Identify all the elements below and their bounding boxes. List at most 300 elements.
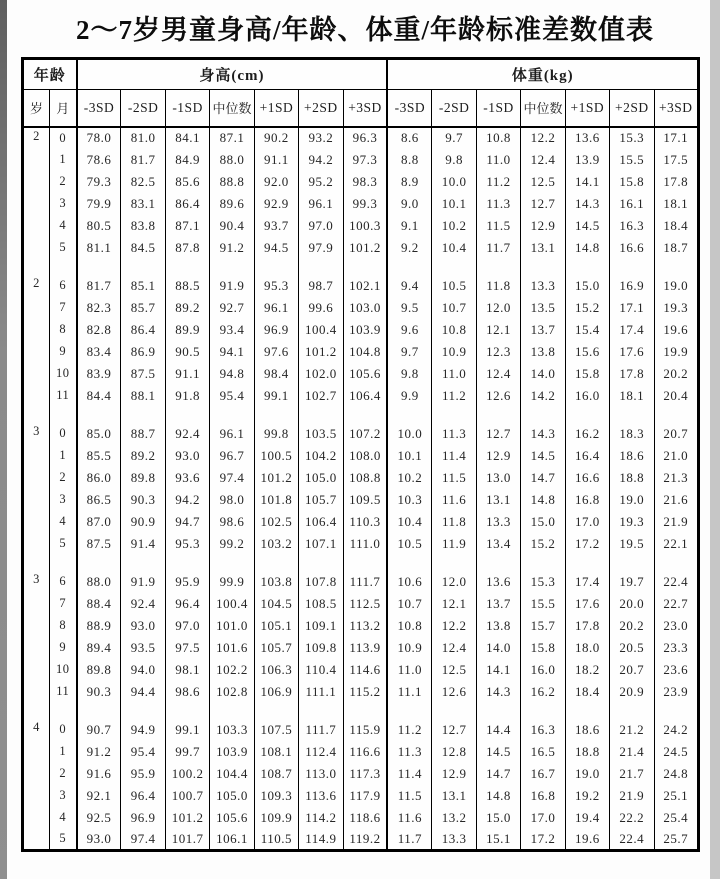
weight-value-cell: 21.9 xyxy=(610,785,654,807)
weight-value-cell: 10.1 xyxy=(432,193,476,215)
weight-value-cell: 10.0 xyxy=(387,423,431,445)
data-row xyxy=(23,763,699,785)
height-value-cell: 89.2 xyxy=(165,297,209,319)
height-value-cell: 98.7 xyxy=(299,275,343,297)
height-value-cell: 85.7 xyxy=(121,297,165,319)
data-row xyxy=(23,533,699,555)
height-value-cell: 98.6 xyxy=(165,681,209,703)
height-value-cell: 85.0 xyxy=(77,423,121,445)
data-row xyxy=(23,829,699,851)
height-value-cell-gap xyxy=(165,407,209,423)
height-value-cell: 91.1 xyxy=(165,363,209,385)
table-header-columns xyxy=(23,90,699,127)
weight-value-cell: 18.1 xyxy=(610,385,654,407)
month-cell: 3 xyxy=(50,785,77,807)
height-value-cell: 96.4 xyxy=(165,593,209,615)
height-value-cell: 84.9 xyxy=(165,149,209,171)
height-value-cell: 93.4 xyxy=(210,319,254,341)
weight-value-cell: 15.4 xyxy=(565,319,609,341)
height-value-cell: 86.0 xyxy=(77,467,121,489)
weight-value-cell: 12.1 xyxy=(476,319,520,341)
weight-value-cell: 17.5 xyxy=(654,149,699,171)
year-cell xyxy=(23,215,50,237)
height-value-cell: 85.6 xyxy=(165,171,209,193)
weight-value-cell: 12.7 xyxy=(432,719,476,741)
weight-value-cell: 14.5 xyxy=(476,741,520,763)
height-value-cell: 101.2 xyxy=(343,237,387,259)
weight-value-cell: 14.2 xyxy=(521,385,565,407)
height-value-cell: 114.6 xyxy=(343,659,387,681)
weight-value-cell: 13.8 xyxy=(521,341,565,363)
height-value-cell: 104.5 xyxy=(254,593,298,615)
weight-value-cell: 22.7 xyxy=(654,593,699,615)
month-cell: 9 xyxy=(50,637,77,659)
weight-value-cell: 16.3 xyxy=(521,719,565,741)
weight-value-cell: 11.3 xyxy=(476,193,520,215)
weight-value-cell: 21.9 xyxy=(654,511,699,533)
weight-value-cell: 10.9 xyxy=(432,341,476,363)
height-value-cell-gap xyxy=(77,703,121,719)
year-cell: 2 xyxy=(33,128,40,143)
weight-value-cell: 22.4 xyxy=(610,829,654,851)
height-value-cell: 118.6 xyxy=(343,807,387,829)
height-value-cell: 95.3 xyxy=(165,533,209,555)
year-cell xyxy=(23,659,50,681)
weight-value-cell: 8.6 xyxy=(387,127,431,149)
month-cell: 4 xyxy=(50,807,77,829)
weight-value-cell-gap xyxy=(565,703,609,719)
weight-value-cell: 13.2 xyxy=(432,807,476,829)
height-value-cell: 89.8 xyxy=(121,467,165,489)
data-row xyxy=(23,341,699,363)
weight-value-cell-gap xyxy=(387,259,431,275)
height-value-cell-gap xyxy=(77,407,121,423)
weight-sd-header-median: 中位数 xyxy=(521,90,565,127)
weight-value-cell: 16.6 xyxy=(565,467,609,489)
height-value-cell: 102.0 xyxy=(299,363,343,385)
weight-value-cell-gap xyxy=(610,407,654,423)
data-row xyxy=(23,571,699,593)
height-sd-header-0: -3SD xyxy=(77,90,121,127)
month-cell: 1 xyxy=(50,741,77,763)
height-value-cell: 97.0 xyxy=(299,215,343,237)
weight-value-cell: 20.9 xyxy=(610,681,654,703)
weight-value-cell-gap xyxy=(654,703,699,719)
weight-value-cell: 11.5 xyxy=(387,785,431,807)
height-value-cell: 107.1 xyxy=(299,533,343,555)
height-value-cell: 111.7 xyxy=(343,571,387,593)
year-cell xyxy=(23,511,50,533)
height-value-cell: 94.5 xyxy=(254,237,298,259)
data-row xyxy=(23,593,699,615)
height-value-cell-gap xyxy=(210,259,254,275)
weight-value-cell: 21.2 xyxy=(610,719,654,741)
height-value-cell: 97.4 xyxy=(210,467,254,489)
height-value-cell: 88.0 xyxy=(77,571,121,593)
height-value-cell: 113.6 xyxy=(299,785,343,807)
weight-value-cell: 11.3 xyxy=(387,741,431,763)
weight-value-cell: 12.5 xyxy=(521,171,565,193)
weight-value-cell: 20.2 xyxy=(654,363,699,385)
height-value-cell: 105.6 xyxy=(343,363,387,385)
weight-value-cell-gap xyxy=(654,555,699,571)
month-cell: 0 xyxy=(50,127,77,149)
weight-value-cell: 10.5 xyxy=(432,275,476,297)
weight-value-cell: 11.4 xyxy=(432,445,476,467)
month-cell: 7 xyxy=(50,593,77,615)
year-cell xyxy=(23,445,50,467)
weight-value-cell: 10.8 xyxy=(476,127,520,149)
height-value-cell: 100.4 xyxy=(299,319,343,341)
height-value-cell: 78.6 xyxy=(77,149,121,171)
weight-value-cell: 19.5 xyxy=(610,533,654,555)
weight-value-cell: 23.6 xyxy=(654,659,699,681)
month-cell: 3 xyxy=(50,489,77,511)
year-cell xyxy=(23,149,50,171)
weight-value-cell: 10.4 xyxy=(432,237,476,259)
weight-value-cell: 12.0 xyxy=(432,571,476,593)
weight-value-cell: 17.2 xyxy=(565,533,609,555)
weight-value-cell: 11.6 xyxy=(432,489,476,511)
height-value-cell-gap xyxy=(343,407,387,423)
height-value-cell: 103.9 xyxy=(343,319,387,341)
weight-value-cell-gap xyxy=(476,555,520,571)
height-value-cell: 99.8 xyxy=(254,423,298,445)
height-value-cell: 96.4 xyxy=(121,785,165,807)
weight-value-cell-gap xyxy=(432,703,476,719)
year-cell: 3 xyxy=(33,423,40,438)
height-value-cell: 105.0 xyxy=(299,467,343,489)
weight-sd-header-0: -3SD xyxy=(387,90,431,127)
weight-value-cell: 15.5 xyxy=(610,149,654,171)
height-value-cell: 102.7 xyxy=(299,385,343,407)
height-value-cell: 105.6 xyxy=(210,807,254,829)
month-cell: 11 xyxy=(50,385,77,407)
weight-value-cell: 10.8 xyxy=(432,319,476,341)
weight-value-cell-gap xyxy=(610,259,654,275)
height-value-cell-gap xyxy=(254,555,298,571)
height-value-cell-gap xyxy=(121,407,165,423)
weight-value-cell: 17.8 xyxy=(565,615,609,637)
height-value-cell: 91.8 xyxy=(165,385,209,407)
height-value-cell: 85.5 xyxy=(77,445,121,467)
year-cell xyxy=(23,319,50,341)
height-value-cell: 90.9 xyxy=(121,511,165,533)
height-value-cell: 99.3 xyxy=(343,193,387,215)
weight-value-cell: 12.4 xyxy=(521,149,565,171)
height-value-cell: 110.3 xyxy=(343,511,387,533)
weight-value-cell: 13.1 xyxy=(521,237,565,259)
height-value-cell: 93.7 xyxy=(254,215,298,237)
height-value-cell: 115.9 xyxy=(343,719,387,741)
weight-value-cell: 20.4 xyxy=(654,385,699,407)
weight-value-cell: 13.1 xyxy=(476,489,520,511)
month-cell: 2 xyxy=(50,171,77,193)
height-value-cell: 84.4 xyxy=(77,385,121,407)
height-value-cell: 96.9 xyxy=(121,807,165,829)
height-sd-header-1: -2SD xyxy=(121,90,165,127)
weight-value-cell: 12.7 xyxy=(476,423,520,445)
height-value-cell: 93.0 xyxy=(121,615,165,637)
weight-value-cell: 10.5 xyxy=(387,533,431,555)
weight-value-cell: 22.1 xyxy=(654,533,699,555)
data-row xyxy=(23,467,699,489)
weight-value-cell: 14.3 xyxy=(476,681,520,703)
height-value-cell: 95.9 xyxy=(165,571,209,593)
height-value-cell: 107.5 xyxy=(254,719,298,741)
weight-value-cell: 12.2 xyxy=(432,615,476,637)
height-value-cell: 92.4 xyxy=(121,593,165,615)
height-value-cell-gap xyxy=(254,407,298,423)
weight-value-cell-gap xyxy=(476,259,520,275)
weight-value-cell: 13.9 xyxy=(565,149,609,171)
data-row xyxy=(23,741,699,763)
table-header-sections xyxy=(23,59,699,90)
height-value-cell: 97.3 xyxy=(343,149,387,171)
height-value-cell: 92.1 xyxy=(77,785,121,807)
weight-value-cell: 17.6 xyxy=(610,341,654,363)
weight-value-cell: 19.6 xyxy=(654,319,699,341)
height-value-cell: 99.7 xyxy=(165,741,209,763)
weight-value-cell: 11.0 xyxy=(432,363,476,385)
weight-value-cell: 13.3 xyxy=(521,275,565,297)
data-row xyxy=(23,215,699,237)
weight-value-cell: 12.6 xyxy=(432,681,476,703)
year-cell xyxy=(23,489,50,511)
height-value-cell: 104.4 xyxy=(210,763,254,785)
weight-value-cell: 17.0 xyxy=(521,807,565,829)
weight-sd-header-6: +3SD xyxy=(654,90,699,127)
month-cell-gap xyxy=(50,407,77,423)
month-cell: 2 xyxy=(50,763,77,785)
height-value-cell-gap xyxy=(210,407,254,423)
weight-value-cell: 18.8 xyxy=(565,741,609,763)
height-value-cell: 101.2 xyxy=(165,807,209,829)
height-value-cell: 86.4 xyxy=(165,193,209,215)
data-row xyxy=(23,149,699,171)
height-value-cell: 97.6 xyxy=(254,341,298,363)
height-section-header: 身高(cm) xyxy=(77,59,388,90)
year-cell xyxy=(23,193,50,215)
height-value-cell-gap xyxy=(121,555,165,571)
weight-value-cell: 18.4 xyxy=(565,681,609,703)
weight-value-cell-gap xyxy=(521,407,565,423)
height-value-cell: 92.7 xyxy=(210,297,254,319)
year-cell xyxy=(23,593,50,615)
month-cell: 9 xyxy=(50,341,77,363)
height-value-cell: 95.2 xyxy=(299,171,343,193)
height-value-cell: 106.4 xyxy=(343,385,387,407)
weight-value-cell: 13.8 xyxy=(476,615,520,637)
weight-value-cell: 9.9 xyxy=(387,385,431,407)
weight-value-cell: 13.0 xyxy=(476,467,520,489)
height-value-cell: 103.0 xyxy=(343,297,387,319)
year-cell-gap xyxy=(23,703,50,719)
height-value-cell: 104.2 xyxy=(299,445,343,467)
month-column-header: 月 xyxy=(50,90,77,127)
height-value-cell: 87.0 xyxy=(77,511,121,533)
weight-value-cell: 13.7 xyxy=(521,319,565,341)
height-value-cell: 93.5 xyxy=(121,637,165,659)
weight-value-cell: 11.2 xyxy=(387,719,431,741)
weight-value-cell: 13.1 xyxy=(432,785,476,807)
height-value-cell-gap xyxy=(299,703,343,719)
year-cell: 3 xyxy=(33,571,40,586)
weight-value-cell: 14.1 xyxy=(476,659,520,681)
height-value-cell-gap xyxy=(121,703,165,719)
weight-value-cell: 17.4 xyxy=(565,571,609,593)
weight-value-cell: 9.1 xyxy=(387,215,431,237)
month-cell: 0 xyxy=(50,423,77,445)
height-value-cell-gap xyxy=(299,555,343,571)
height-value-cell: 90.5 xyxy=(165,341,209,363)
weight-value-cell: 13.6 xyxy=(565,127,609,149)
weight-value-cell: 12.8 xyxy=(432,741,476,763)
weight-value-cell: 21.7 xyxy=(610,763,654,785)
weight-value-cell: 12.6 xyxy=(476,385,520,407)
weight-value-cell: 20.5 xyxy=(610,637,654,659)
data-row xyxy=(23,193,699,215)
weight-value-cell: 10.3 xyxy=(387,489,431,511)
weight-value-cell: 17.1 xyxy=(654,127,699,149)
weight-value-cell: 14.7 xyxy=(521,467,565,489)
weight-value-cell-gap xyxy=(387,703,431,719)
weight-value-cell: 12.7 xyxy=(521,193,565,215)
weight-value-cell: 18.0 xyxy=(565,637,609,659)
month-cell: 5 xyxy=(50,829,77,851)
height-value-cell: 109.1 xyxy=(299,615,343,637)
height-value-cell: 92.5 xyxy=(77,807,121,829)
height-value-cell: 90.2 xyxy=(254,127,298,149)
height-value-cell: 87.8 xyxy=(165,237,209,259)
month-cell: 0 xyxy=(50,719,77,741)
data-row xyxy=(23,637,699,659)
height-value-cell: 98.3 xyxy=(343,171,387,193)
weight-value-cell-gap xyxy=(521,259,565,275)
height-value-cell-gap xyxy=(165,555,209,571)
weight-value-cell: 10.2 xyxy=(432,215,476,237)
weight-value-cell-gap xyxy=(565,407,609,423)
height-value-cell: 83.4 xyxy=(77,341,121,363)
height-value-cell: 93.2 xyxy=(299,127,343,149)
weight-value-cell: 19.9 xyxy=(654,341,699,363)
weight-value-cell: 17.2 xyxy=(521,829,565,851)
height-value-cell: 94.9 xyxy=(121,719,165,741)
data-row xyxy=(23,319,699,341)
year-cell-gap xyxy=(23,555,50,571)
height-sd-header-2: -1SD xyxy=(165,90,209,127)
year-cell xyxy=(23,637,50,659)
height-value-cell-gap xyxy=(77,259,121,275)
weight-value-cell: 10.0 xyxy=(432,171,476,193)
weight-value-cell: 18.6 xyxy=(610,445,654,467)
month-cell: 6 xyxy=(50,571,77,593)
weight-value-cell: 15.5 xyxy=(521,593,565,615)
height-value-cell: 95.9 xyxy=(121,763,165,785)
weight-value-cell: 16.2 xyxy=(565,423,609,445)
weight-sd-header-1: -2SD xyxy=(432,90,476,127)
height-value-cell: 108.7 xyxy=(254,763,298,785)
height-value-cell: 91.9 xyxy=(121,571,165,593)
weight-value-cell: 14.5 xyxy=(565,215,609,237)
weight-value-cell: 12.9 xyxy=(521,215,565,237)
height-value-cell: 99.9 xyxy=(210,571,254,593)
height-sd-header-4: +1SD xyxy=(254,90,298,127)
weight-value-cell: 13.3 xyxy=(476,511,520,533)
weight-value-cell-gap xyxy=(521,555,565,571)
height-value-cell: 83.8 xyxy=(121,215,165,237)
weight-value-cell: 22.4 xyxy=(654,571,699,593)
height-value-cell: 84.1 xyxy=(165,127,209,149)
height-value-cell: 94.2 xyxy=(299,149,343,171)
height-value-cell: 93.0 xyxy=(77,829,121,851)
year-cell xyxy=(23,785,50,807)
weight-value-cell: 16.2 xyxy=(521,681,565,703)
height-value-cell: 90.3 xyxy=(121,489,165,511)
height-value-cell: 113.0 xyxy=(299,763,343,785)
height-value-cell: 104.8 xyxy=(343,341,387,363)
height-value-cell: 91.6 xyxy=(77,763,121,785)
month-cell: 8 xyxy=(50,615,77,637)
weight-value-cell: 14.3 xyxy=(521,423,565,445)
height-value-cell: 99.1 xyxy=(165,719,209,741)
year-cell xyxy=(23,615,50,637)
data-row xyxy=(23,237,699,259)
weight-value-cell: 24.2 xyxy=(654,719,699,741)
weight-value-cell: 9.4 xyxy=(387,275,431,297)
height-value-cell: 82.8 xyxy=(77,319,121,341)
height-value-cell: 96.1 xyxy=(299,193,343,215)
height-value-cell: 103.8 xyxy=(254,571,298,593)
weight-value-cell: 9.6 xyxy=(387,319,431,341)
month-cell: 2 xyxy=(50,467,77,489)
weight-value-cell-gap xyxy=(610,703,654,719)
height-value-cell: 88.7 xyxy=(121,423,165,445)
height-value-cell: 105.0 xyxy=(210,785,254,807)
weight-value-cell: 10.6 xyxy=(387,571,431,593)
height-value-cell: 92.0 xyxy=(254,171,298,193)
data-row xyxy=(23,171,699,193)
table-body xyxy=(23,127,699,851)
growth-standard-table xyxy=(21,57,700,852)
height-value-cell: 119.2 xyxy=(343,829,387,851)
weight-value-cell: 17.6 xyxy=(565,593,609,615)
weight-value-cell: 24.8 xyxy=(654,763,699,785)
height-value-cell: 81.0 xyxy=(121,127,165,149)
weight-value-cell: 14.0 xyxy=(521,363,565,385)
weight-value-cell: 8.9 xyxy=(387,171,431,193)
weight-value-cell: 21.3 xyxy=(654,467,699,489)
weight-value-cell: 12.2 xyxy=(521,127,565,149)
height-value-cell: 95.3 xyxy=(254,275,298,297)
group-gap-row xyxy=(23,555,699,571)
weight-value-cell: 15.1 xyxy=(476,829,520,851)
height-value-cell: 101.7 xyxy=(165,829,209,851)
weight-value-cell: 13.5 xyxy=(521,297,565,319)
month-cell: 1 xyxy=(50,149,77,171)
weight-value-cell: 14.8 xyxy=(565,237,609,259)
scan-edge-right xyxy=(710,0,720,879)
month-cell: 10 xyxy=(50,659,77,681)
height-value-cell: 94.7 xyxy=(165,511,209,533)
height-value-cell: 101.6 xyxy=(210,637,254,659)
height-value-cell: 105.7 xyxy=(299,489,343,511)
weight-value-cell: 19.0 xyxy=(565,763,609,785)
weight-value-cell: 21.6 xyxy=(654,489,699,511)
weight-value-cell: 16.0 xyxy=(565,385,609,407)
height-value-cell: 100.5 xyxy=(254,445,298,467)
height-value-cell: 96.9 xyxy=(254,319,298,341)
